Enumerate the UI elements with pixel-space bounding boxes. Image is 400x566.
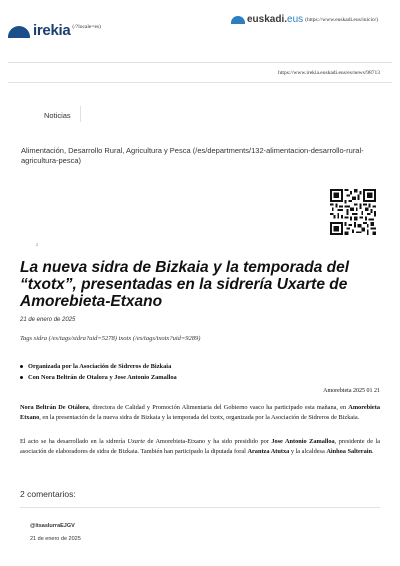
irekia-logo-icon bbox=[8, 26, 30, 38]
bullet-icon bbox=[20, 365, 23, 368]
header-divider bbox=[8, 62, 392, 63]
article-title: La nueva sidra de Bizkaia y la temporada del “txotx”, presentadas en la sidrería Uxarte de Amorebieta-Etxano bbox=[20, 259, 350, 310]
euskadi-logo[interactable] bbox=[231, 14, 378, 25]
article-paragraph-1: Nora Beltrán De Otálora, directora de Calidad y Promoción Alimentaria del Gobierno vasco ha participado esta mañana, en Amorebieta Etxano, en la presentación de la nueva sidra de Bizkaia y la temporada del txotx, organizada por la Asociación de Sidreros de Bizkaia. bbox=[20, 404, 380, 421]
euskadi-logo-link[interactable]: (https://www.euskadi.eus/inicio/) bbox=[305, 16, 379, 23]
comments-heading: 2 comentarios: bbox=[20, 489, 76, 499]
nav-separator bbox=[80, 106, 81, 122]
irekia-logo-link[interactable]: (/?locale=es) bbox=[72, 23, 101, 30]
comments-divider bbox=[20, 507, 380, 508]
irekia-logo[interactable] bbox=[8, 22, 101, 39]
article-paragraph-2: El acto se ha desarrollado en la sidrería Uxarte de Amorebieta-Etxano y ha sido presidido por Jose Antonio Zamalloa, presidente de la asociación de elaboradores de sidra de Bizkaia. También han participado la diputada foral Arantza Atutxa y la alcaldesa Ainhoa Salterain. bbox=[20, 438, 380, 455]
bullet-icon bbox=[20, 376, 23, 379]
qr-code-icon bbox=[330, 189, 376, 235]
page-marker: 2 bbox=[36, 242, 39, 247]
euskadi-logo-icon bbox=[231, 16, 245, 24]
comment-date: 21 de enero de 2025 bbox=[30, 536, 81, 542]
department-link[interactable]: Alimentación, Desarrollo Rural, Agricultura y Pesca (/es/departments/132-alimentacion-desarrollo-rural-agricultura-pesca) bbox=[21, 146, 364, 165]
list-item: Organizada por la Asociación de Sidreros de Bizkaia bbox=[20, 361, 177, 372]
page-url[interactable]: https://www.irekia.euskadi.eus/es/news/98713 bbox=[278, 70, 380, 76]
article-date: 21 de enero de 2025 bbox=[20, 317, 76, 323]
article-tags[interactable]: Tags sidra (/es/tags/sidra?uid=5278) txotx (/es/tags/txotx?uid=9289) bbox=[20, 335, 201, 342]
irekia-logo-text: irekia bbox=[33, 22, 71, 39]
list-item: Con Nora Beltrán de Otalora y Jose Antonio Zamalloa bbox=[20, 372, 177, 383]
nav-item-noticias[interactable]: Noticias bbox=[44, 111, 71, 120]
article-highlights bbox=[20, 361, 177, 383]
comment-author[interactable]: @itsasIurraEJGV bbox=[30, 523, 75, 529]
article-place-date: Amorebieta 2025 01 21 bbox=[323, 388, 380, 394]
nav-divider bbox=[8, 82, 392, 83]
euskadi-logo-text: euskadi.eus bbox=[247, 14, 304, 25]
